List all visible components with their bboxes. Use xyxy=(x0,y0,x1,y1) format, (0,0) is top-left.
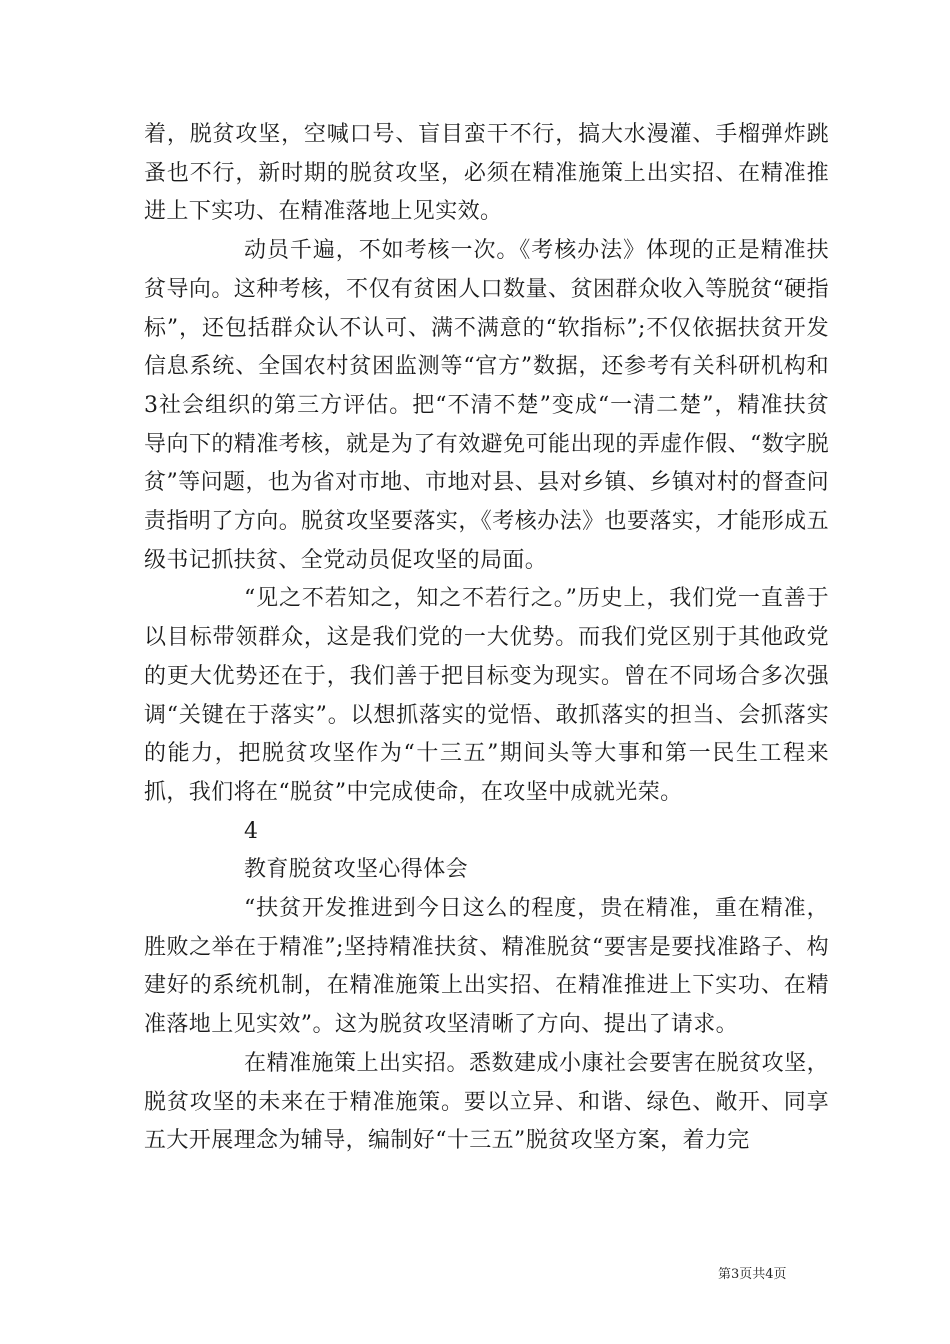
section-number: 4 xyxy=(244,818,259,844)
paragraph-implementation: “见之不若知之，知之不若行之。”历史上，我们党一直善于以目标带领群众，这是我们党的一大优势。而我们党区别于其他政党的更大优势还在于，我们善于把目标变为现实。曾在不同场合多次强调“关键在于落实”。以想抓落实的觉悟、敢抓落实的担当、会抓落实的能力，把脱贫攻坚作为“十三五”期间头等大事和第一民生工程来抓，我们将在“脱贫”中完成使命，在攻坚中成就光荣。 xyxy=(144,586,829,805)
paragraph-assessment: 动员千遍，不如考核一次。《考核办法》体现的正是精准扶贫导向。这种考核，不仅有贫困人口数量、贫困群众收入等脱贫“硬指标”，还包括群众认不认可、满不满意的“软指标”;不仅依据扶贫开发信息系统、全国农村贫困监测等“官方”数据，还参考有关科研机构和3社会组织的第三方评估。把“不清不楚”变成“一清二楚”，精准扶贫导向下的精准考核，就是为了有效避免可能出现的弄虚作假、“数字脱贫”等问题，也为省对市地、市地对县、县对乡镇、乡镇对村的督查问责指明了方向。脱贫攻坚要落实，《考核办法》也要落实，才能形成五级书记抓扶贫、全党动员促攻坚的局面。 xyxy=(144,238,829,573)
section-title: 教育脱贫攻坚心得体会 xyxy=(244,857,469,883)
paragraph-continuation: 着，脱贫攻坚，空喊口号、盲目蛮干不行，搞大水漫灌、手榴弹炸跳蚤也不行，新时期的脱贫攻坚，必须在精准施策上出实招、在精准推进上下实功、在精准落地上见实效。 xyxy=(144,122,829,225)
body-text xyxy=(144,116,829,1161)
paragraph-quote: “扶贫开发推进到今日这么的程度，贵在精准，重在精准，胜败之举在于精准”;坚持精准扶贫、精准脱贫“要害是要找准路子、构建好的系统机制，在精准施策上出实招、在精准推进上下实功、在精准落地上见实效”。这为脱贫攻坚清晰了方向、提出了请求。 xyxy=(144,896,829,1038)
page-number: 第3页共4页 xyxy=(718,1267,787,1282)
paragraph-policy: 在精准施策上出实招。悉数建成小康社会要害在脱贫攻坚，脱贫攻坚的未来在于精准施策。要以立异、和谐、绿色、敞开、同享五大开展理念为辅导，编制好“十三五”脱贫攻坚方案，着力完 xyxy=(144,1050,829,1154)
